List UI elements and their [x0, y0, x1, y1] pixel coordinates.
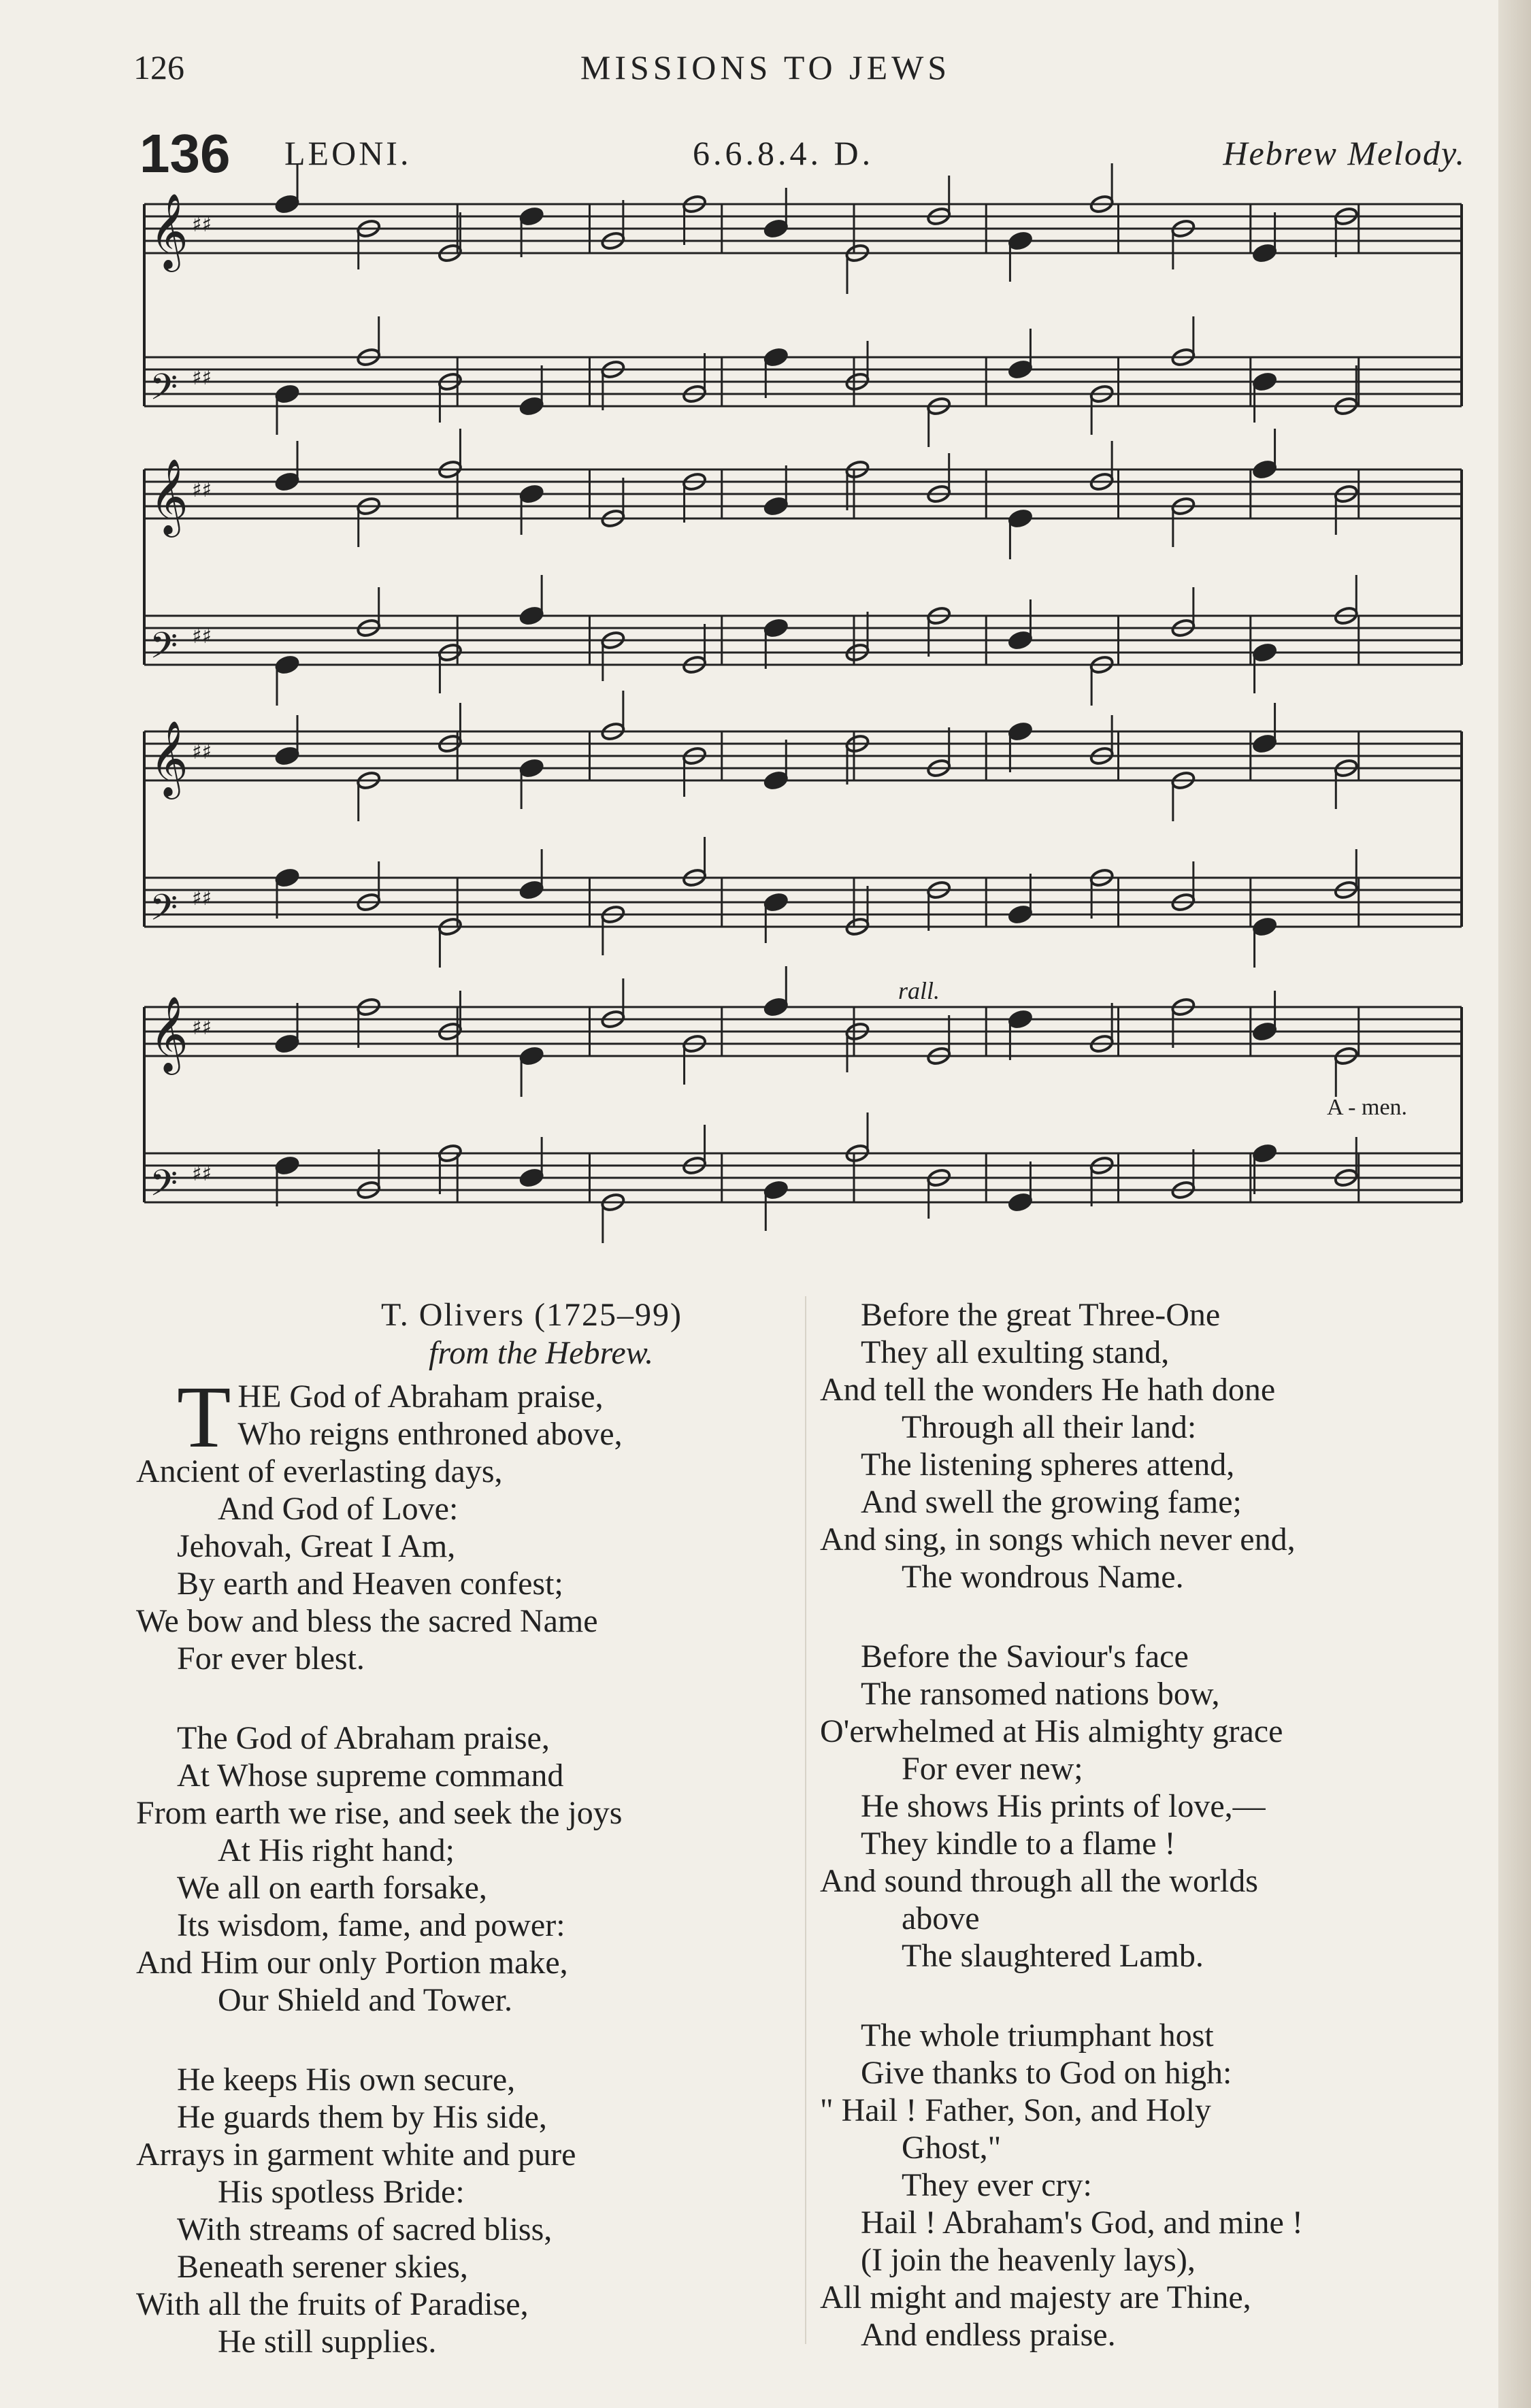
bass-clef: 𝄢	[150, 625, 178, 676]
right-stanza-3	[820, 2017, 1473, 2354]
note-head	[1252, 642, 1277, 663]
tune-source: Hebrew Melody.	[1223, 134, 1466, 172]
treble-clef: 𝄞	[150, 193, 188, 269]
left-stanza-3	[136, 2061, 783, 2360]
verse-line: Beneath serener skies,	[177, 2249, 468, 2285]
verse-line: He still supplies.	[218, 2324, 437, 2360]
verse-line: (I join the heavenly lays),	[861, 2242, 1196, 2278]
verse-line: We bow and bless the sacred Name	[136, 1603, 598, 1639]
note-head	[763, 218, 789, 239]
verse-line: They all exulting stand,	[861, 1334, 1170, 1370]
note-head	[1008, 1192, 1033, 1213]
note-head	[763, 347, 789, 367]
note-head	[519, 880, 544, 900]
verse-line: And Him our only Portion make,	[136, 1945, 568, 1981]
key-signature: ♯♯	[192, 1162, 212, 1186]
key-signature: ♯♯	[192, 1016, 212, 1040]
column-divider	[805, 1296, 806, 2344]
note-head	[275, 868, 300, 888]
verse-line: By earth and Heaven confest;	[177, 1566, 563, 1602]
verse-line: Before the Saviour's face	[861, 1638, 1189, 1675]
note-head	[763, 496, 789, 516]
verse-line: The slaughtered Lamb.	[902, 1938, 1204, 1974]
note-head	[1252, 459, 1277, 480]
note-head	[275, 1155, 300, 1176]
left-stanza-1	[136, 1368, 783, 1677]
note-head	[519, 396, 544, 416]
left-text-column	[136, 1296, 783, 2360]
author-credit: T. Olivers (1725–99)	[381, 1297, 683, 1333]
note-head	[763, 997, 789, 1017]
verse-line: The whole triumphant host	[861, 2017, 1214, 2054]
note-head	[519, 1046, 544, 1066]
tune-name: LEONI.	[284, 134, 412, 172]
amen-lyric: A - men.	[1327, 1095, 1408, 1120]
treble-clef: 𝄞	[150, 458, 188, 534]
note-head	[1252, 372, 1277, 392]
verse-line: They kindle to a flame !	[861, 1826, 1176, 1862]
verse-line: O'erwhelmed at His almighty grace	[820, 1713, 1283, 1749]
verse-line: And sing, in songs which never end,	[820, 1521, 1296, 1557]
verse-line: All might and majesty are Thine,	[820, 2279, 1251, 2315]
verse-line: The wondrous Name.	[902, 1559, 1184, 1595]
verse-line: He keeps His own secure,	[177, 2062, 516, 2098]
note-head	[1252, 1143, 1277, 1164]
right-stanza-1	[820, 1296, 1473, 1596]
verse-line: above	[902, 1900, 980, 1936]
stanza-gap	[136, 1677, 783, 1719]
note-head	[275, 1034, 300, 1054]
verse-line: And swell the growing fame;	[861, 1484, 1242, 1520]
note-head	[763, 892, 789, 912]
rall-marking: rall.	[898, 977, 940, 1004]
note-head	[763, 618, 789, 638]
verse-line: And tell the wonders He hath done	[820, 1372, 1276, 1408]
verse-line: And sound through all the worlds	[820, 1863, 1258, 1899]
key-signature: ♯♯	[192, 213, 212, 237]
verse-line: Through all their land:	[902, 1409, 1197, 1445]
note-head	[1008, 508, 1033, 529]
verse-line: The God of Abraham praise,	[177, 1720, 550, 1756]
right-verses	[820, 1296, 1473, 2354]
verse-line: With streams of sacred bliss,	[177, 2211, 553, 2247]
verse-line: " Hail ! Father, Son, and Holy	[820, 2092, 1211, 2128]
key-signature: ♯♯	[192, 366, 212, 390]
note-head	[519, 1168, 544, 1188]
verse-line: Ghost,"	[902, 2130, 1002, 2166]
verse-line: The ransomed nations bow,	[861, 1676, 1220, 1712]
verse-line: And endless praise.	[861, 2317, 1116, 2353]
verse-line: Before the great Three-One	[861, 1297, 1221, 1333]
note-head	[1008, 630, 1033, 650]
verse-line: We all on earth forsake,	[177, 1870, 487, 1906]
note-head	[519, 606, 544, 626]
verse-line: They ever cry:	[902, 2167, 1092, 2203]
verse-line: He guards them by His side,	[177, 2099, 547, 2135]
note-head	[1008, 359, 1033, 380]
note-head	[275, 655, 300, 675]
stanza-gap	[820, 1975, 1473, 2017]
right-stanza-2	[820, 1638, 1473, 1975]
note-head	[1008, 721, 1033, 742]
note-head	[763, 770, 789, 791]
key-signature: ♯♯	[192, 478, 212, 502]
left-stanza-2	[136, 1719, 783, 2019]
bass-clef: 𝄢	[150, 367, 178, 417]
note-head	[275, 384, 300, 404]
note-head	[1008, 904, 1033, 925]
hymn-number: 136	[139, 123, 231, 184]
key-signature: ♯♯	[192, 740, 212, 764]
running-header: MISSIONS TO JEWS	[580, 48, 951, 86]
verse-line: He shows His prints of love,—	[861, 1788, 1266, 1824]
note-head	[1008, 1009, 1033, 1029]
verse-line: The listening spheres attend,	[861, 1447, 1235, 1483]
stanza-gap	[820, 1596, 1473, 1638]
meter: 6.6.8.4. D.	[693, 134, 874, 172]
note-head	[1008, 231, 1033, 251]
verse-line: Give thanks to God on high:	[861, 2055, 1232, 2091]
note-head	[763, 1180, 789, 1200]
verse-line: Ancient of everlasting days,	[136, 1453, 503, 1489]
verse-line: HE God of Abraham praise,	[237, 1379, 604, 1415]
key-signature: ♯♯	[192, 887, 212, 910]
key-signature: ♯♯	[192, 625, 212, 648]
verse-line: At Whose supreme command	[177, 1758, 564, 1794]
verse-line: With all the fruits of Paradise,	[136, 2286, 529, 2322]
verse-line: Its wisdom, fame, and power:	[177, 1907, 565, 1943]
note-head	[1252, 243, 1277, 263]
left-verses	[136, 1368, 783, 2360]
note-head	[1252, 1021, 1277, 1042]
verse-line: Arrays in garment white and pure	[136, 2137, 576, 2173]
note-head	[275, 746, 300, 766]
note-head	[519, 484, 544, 504]
verse-line: Hail ! Abraham's God, and mine !	[861, 2205, 1303, 2241]
note-head	[1252, 733, 1277, 754]
verse-line: At His right hand;	[218, 1832, 455, 1868]
treble-clef: 𝄞	[150, 995, 188, 1072]
note-head	[275, 194, 300, 214]
verse-line: Jehovah, Great I Am,	[177, 1528, 456, 1564]
verse-line: And God of Love:	[218, 1491, 459, 1527]
staff-lines	[144, 204, 1462, 1202]
bass-clef: 𝄢	[150, 1163, 178, 1213]
drop-cap: T	[177, 1368, 231, 1466]
verse-line: His spotless Bride:	[218, 2174, 465, 2210]
note-head	[275, 472, 300, 492]
verse-line: Who reigns enthroned above,	[237, 1416, 623, 1452]
right-text-column	[820, 1296, 1473, 2354]
verse-line: For ever new;	[902, 1751, 1083, 1787]
page-number: 126	[133, 48, 184, 86]
note-heads	[150, 163, 1359, 1243]
note-head	[519, 206, 544, 227]
bass-clef: 𝄢	[150, 887, 178, 938]
note-head	[519, 758, 544, 778]
verse-line: For ever blest.	[177, 1640, 365, 1677]
note-head	[1252, 917, 1277, 937]
author-note: from the Hebrew.	[429, 1335, 654, 1371]
verse-line: Our Shield and Tower.	[218, 1982, 513, 2018]
treble-clef: 𝄞	[150, 720, 188, 796]
stanza-gap	[136, 2019, 783, 2061]
verse-line: From earth we rise, and seek the joys	[136, 1795, 623, 1831]
